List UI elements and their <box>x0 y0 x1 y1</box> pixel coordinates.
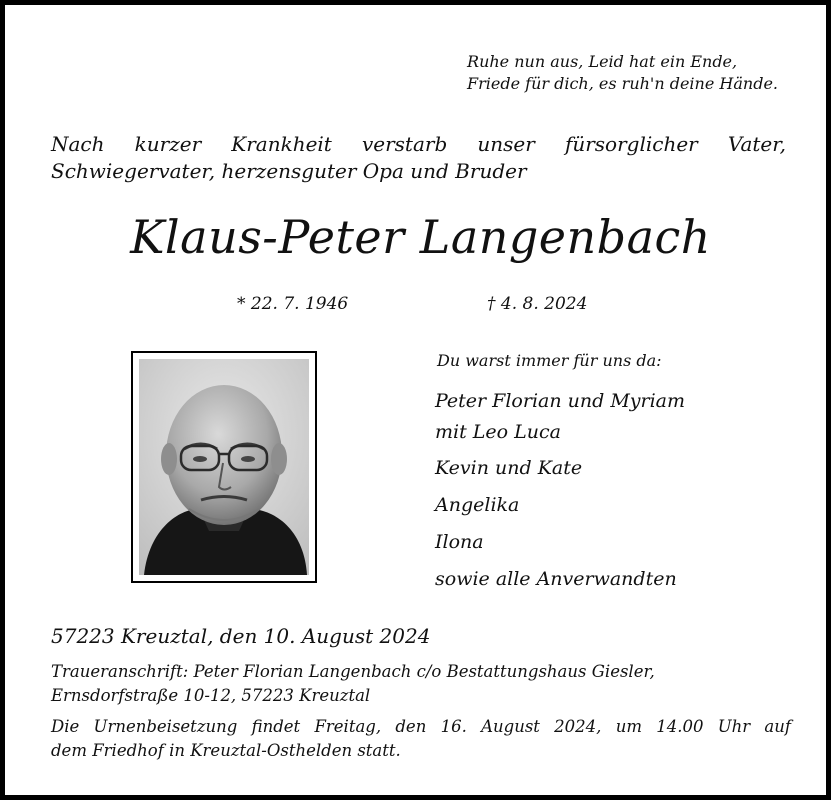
death-date: † 4. 8. 2024 <box>487 294 588 314</box>
family-member: Angelika <box>435 494 520 516</box>
place-and-date: 57223 Kreuztal, den 10. August 2024 <box>51 624 431 648</box>
memorial-poem <box>467 51 778 95</box>
funeral-line: Die Urnenbeisetzung findet Freitag, den 16. August 2024, um 14.00 Uhr auf <box>51 717 791 736</box>
intro-line: Schwiegervater, herzensguter Opa und Bruder <box>51 159 527 183</box>
condolence-address <box>51 660 791 708</box>
family-heading: Du warst immer für uns da: <box>437 351 662 370</box>
funeral-line: dem Friedhof in Kreuztal-Osthelden statt. <box>51 741 401 760</box>
deceased-name: Klaus-Peter Langenbach <box>130 210 711 264</box>
address-line: Traueranschrift: Peter Florian Langenbach c/o Bestattungshaus Giesler, <box>51 662 655 681</box>
family-member: Kevin und Kate <box>435 457 583 479</box>
funeral-notice <box>51 715 791 763</box>
portrait-image <box>139 359 309 575</box>
family-member: sowie alle Anverwandten <box>435 568 677 590</box>
family-member: mit Leo Luca <box>435 421 561 443</box>
portrait-photo <box>131 351 317 583</box>
family-member: Ilona <box>435 531 484 553</box>
birth-date: * 22. 7. 1946 <box>237 294 349 314</box>
poem-line: Ruhe nun aus, Leid hat ein Ende, <box>467 52 738 71</box>
address-line: Ernsdorfstraße 10-12, 57223 Kreuztal <box>51 686 371 705</box>
intro-line: Nach kurzer Krankheit verstarb unser fürsorglicher Vater, <box>51 132 786 156</box>
intro-text <box>51 131 786 185</box>
family-member: Peter Florian und Myriam <box>435 390 686 412</box>
poem-line: Friede für dich, es ruh'n deine Hände. <box>467 74 778 93</box>
